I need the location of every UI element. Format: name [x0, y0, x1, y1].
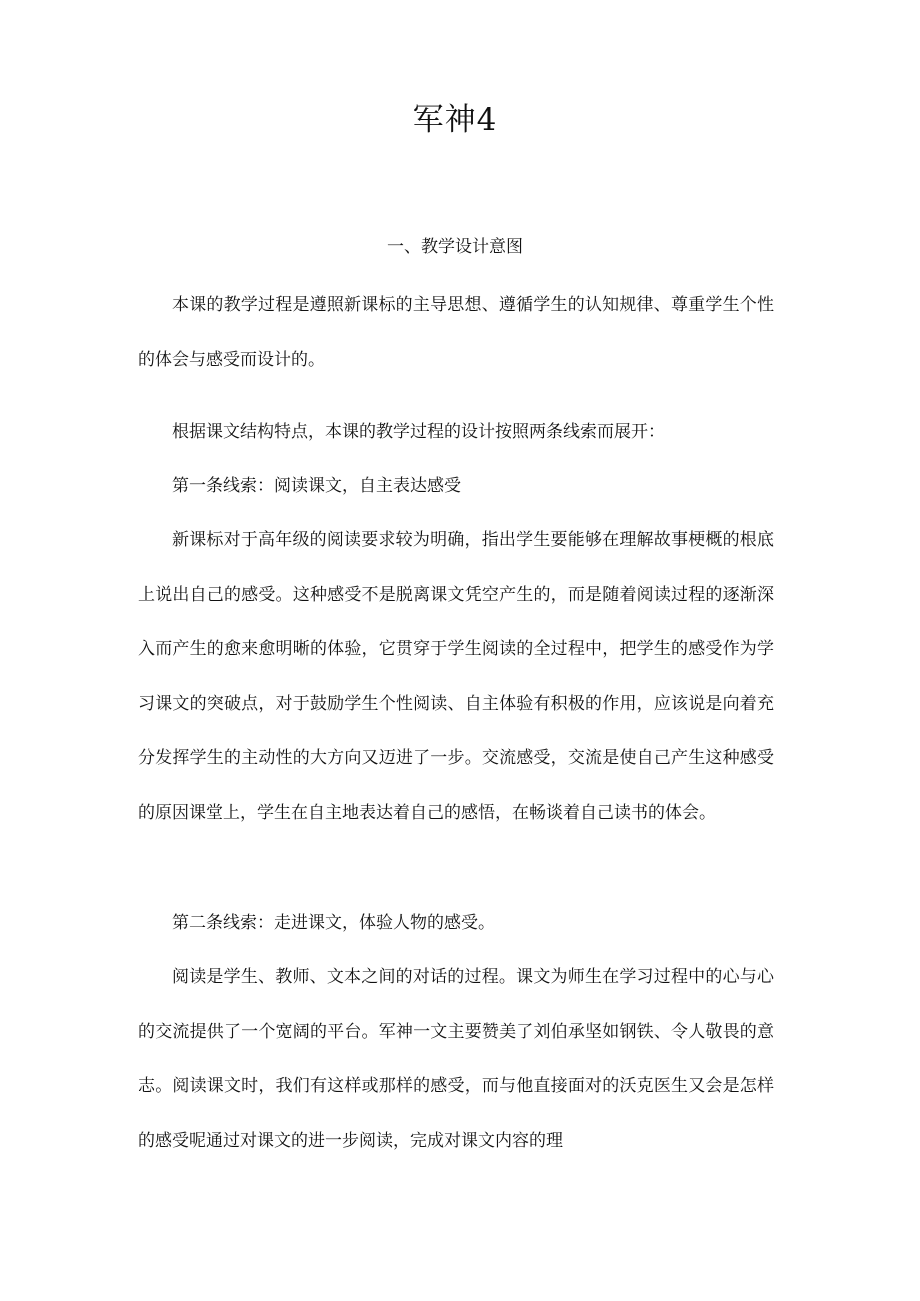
paragraph-second-clue-body: 阅读是学生、教师、文本之间的对话的过程。课文为师生在学习过程中的心与心的交流提供了一个宽阔的平台。军神一文主要赞美了刘伯承坚如钢铁、令人敬畏的意志。阅读课文时，我们有这样或那样的感受，而与他直接面对的沃克医生又会是怎样的感受呢通过对课文的进一步阅读，完成对课文内容的理 — [138, 967, 774, 1151]
section-heading: 一、教学设计意图 — [387, 237, 523, 257]
paragraph-two-clues: 根据课文结构特点，本课的教学过程的设计按照两条线索而展开： — [172, 422, 665, 442]
paragraph-first-clue-body: 新课标对于高年级的阅读要求较为明确，指出学生要能够在理解故事梗概的根底上说出自己的感受。这种感受不是脱离课文凭空产生的，而是随着阅读过程的逐渐深入而产生的愈来愈明晰的体验，它贯穿于学生阅读的全过程中，把学生的感受作为学习课文的突破点，对于鼓励学生个性阅读、自主体验有积极的作用，应该说是向着充分发挥学生的主动性的大方向又迈进了一步。交流感受，交流是使自己产生这种感受的原因课堂上，学生在自主地表达着自己的感悟，在畅谈着自己读书的体会。 — [138, 530, 774, 823]
document-title: 军神4 — [412, 102, 498, 138]
paragraph-design-intent: 本课的教学过程是遵照新课标的主导思想、遵循学生的认知规律、尊重学生个性的体会与感受而设计的。 — [138, 295, 774, 370]
paragraph-first-clue-heading: 第一条线索：阅读课文，自主表达感受 — [172, 476, 461, 496]
paragraph-second-clue-heading: 第二条线索：走进课文，体验人物的感受。 — [172, 913, 495, 933]
